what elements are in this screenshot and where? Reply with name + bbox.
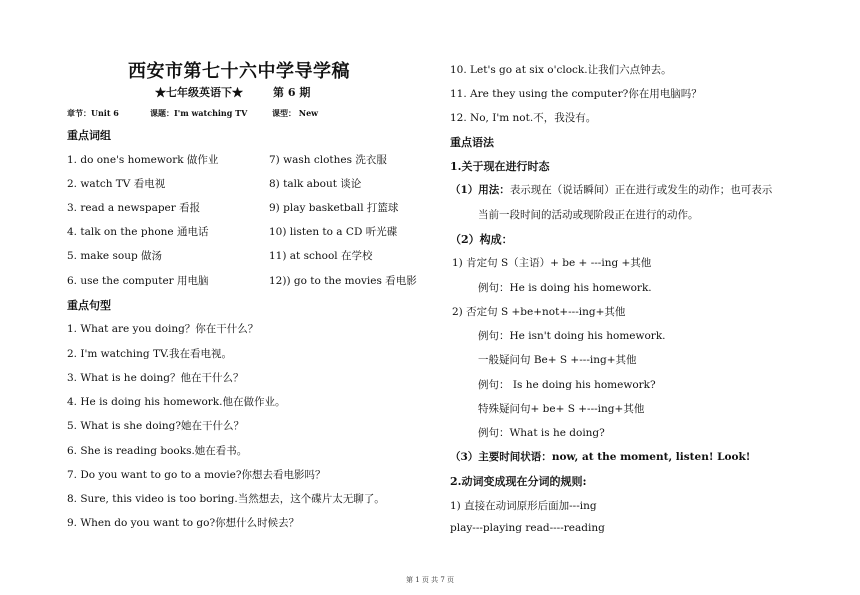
sentence-item: 5. What is she doing?她在干什么？: [67, 420, 245, 432]
usage-line: [450, 182, 772, 197]
vocab-item: 11) at school 在学校: [269, 250, 373, 262]
usage-label: （1）用法：: [450, 184, 510, 196]
affirmative-rule: 1) 肯定句 S（主语）+ be + ---ing +其他: [452, 257, 652, 269]
usage-text-cont: 当前一段时间的活动或现阶段正在进行的动作。: [478, 209, 699, 221]
usage-text: 表示现在（说话瞬间）正在进行或发生的动作；也可表示: [509, 184, 773, 196]
page-footer: 第 1 页 共 7 页: [405, 576, 455, 584]
time-adverbial-text: now, at the moment, listen! Look!: [551, 451, 751, 463]
issue-number: 第 6 期: [273, 86, 311, 99]
chapter-label: 章节：Unit 6: [67, 108, 119, 118]
vocab-item: 3. read a newspaper 看报: [67, 202, 201, 214]
vocab-item: 7) wash clothes 洗衣服: [269, 154, 387, 166]
rule-1-example: play---playing read----reading: [450, 522, 605, 534]
sentence-item: 1. What are you doing？你在干什么？: [67, 323, 259, 335]
sentence-item: 10. Let's go at six o'clock.让我们六点钟去。: [450, 64, 672, 76]
grammar-section-2-heading: 2.动词变成现在分词的规则:: [450, 475, 587, 488]
affirmative-example: 例句：He is doing his homework.: [478, 282, 652, 294]
sentence-item: 3. What is he doing？他在干什么？: [67, 372, 244, 384]
vocab-item: 2. watch TV 看电视: [67, 178, 166, 190]
sentence-item: 12. No, I'm not.不，我没有。: [450, 112, 597, 124]
wh-question-example: 例句：What is he doing?: [478, 427, 605, 439]
time-adverbial-line: [450, 449, 750, 464]
sentence-heading: 重点句型: [67, 299, 111, 312]
vocab-item: 12)) go to the movies 看电影: [269, 275, 417, 287]
sentence-item: 9. When do you want to go?你想什么时候去？: [67, 517, 300, 529]
grammar-section-1-heading: 1.关于现在进行时态: [450, 160, 550, 173]
rule-1: 1) 直接在动词原形后面加---ing: [450, 500, 597, 512]
vocab-item: 6. use the computer 用电脑: [67, 275, 209, 287]
grammar-heading: 重点语法: [450, 136, 494, 149]
sentence-item: 8. Sure, this video is too boring.当然想去，这个碟片太无聊了。: [67, 493, 385, 505]
sentence-item: 11. Are they using the computer?你在用电脑吗？: [450, 88, 702, 100]
lesson-type-label: 课型： New: [272, 108, 319, 118]
negative-rule: 2) 否定句 S +be+not+---ing+其他: [452, 306, 626, 318]
page-title: 西安市第七十六中学导学稿: [128, 61, 350, 82]
wh-question-rule: 特殊疑问句+ be+ S +---ing+其他: [478, 403, 645, 415]
sentence-item: 4. He is doing his homework.他在做作业。: [67, 396, 286, 408]
sentence-item: 2. I'm watching TV.我在看电视。: [67, 348, 233, 360]
sentence-item: 6. She is reading books.她在看书。: [67, 445, 248, 457]
grade-subtitle: ★七年级英语下★: [155, 86, 243, 99]
vocab-heading: 重点词组: [67, 129, 111, 142]
yes-no-question-example: 例句： Is he doing his homework?: [478, 379, 656, 391]
form-label: （2）构成：: [450, 233, 513, 246]
topic-label: 课题：I'm watching TV: [150, 108, 248, 118]
vocab-item: 8) talk about 谈论: [269, 178, 362, 190]
negative-example: 例句：He isn't doing his homework.: [478, 330, 666, 342]
time-adverbial-label: （3）主要时间状语：: [450, 451, 552, 463]
vocab-item: 5. make soup 做汤: [67, 250, 163, 262]
sentence-item: 7. Do you want to go to a movie?你想去看电影吗？: [67, 469, 326, 481]
vocab-item: 1. do one's homework 做作业: [67, 154, 219, 166]
vocab-item: 9) play basketball 打篮球: [269, 202, 399, 214]
yes-no-question-rule: 一般疑问句 Be+ S +---ing+其他: [478, 354, 637, 366]
vocab-item: 10) listen to a CD 听光碟: [269, 226, 398, 238]
vocab-item: 4. talk on the phone 通电话: [67, 226, 209, 238]
